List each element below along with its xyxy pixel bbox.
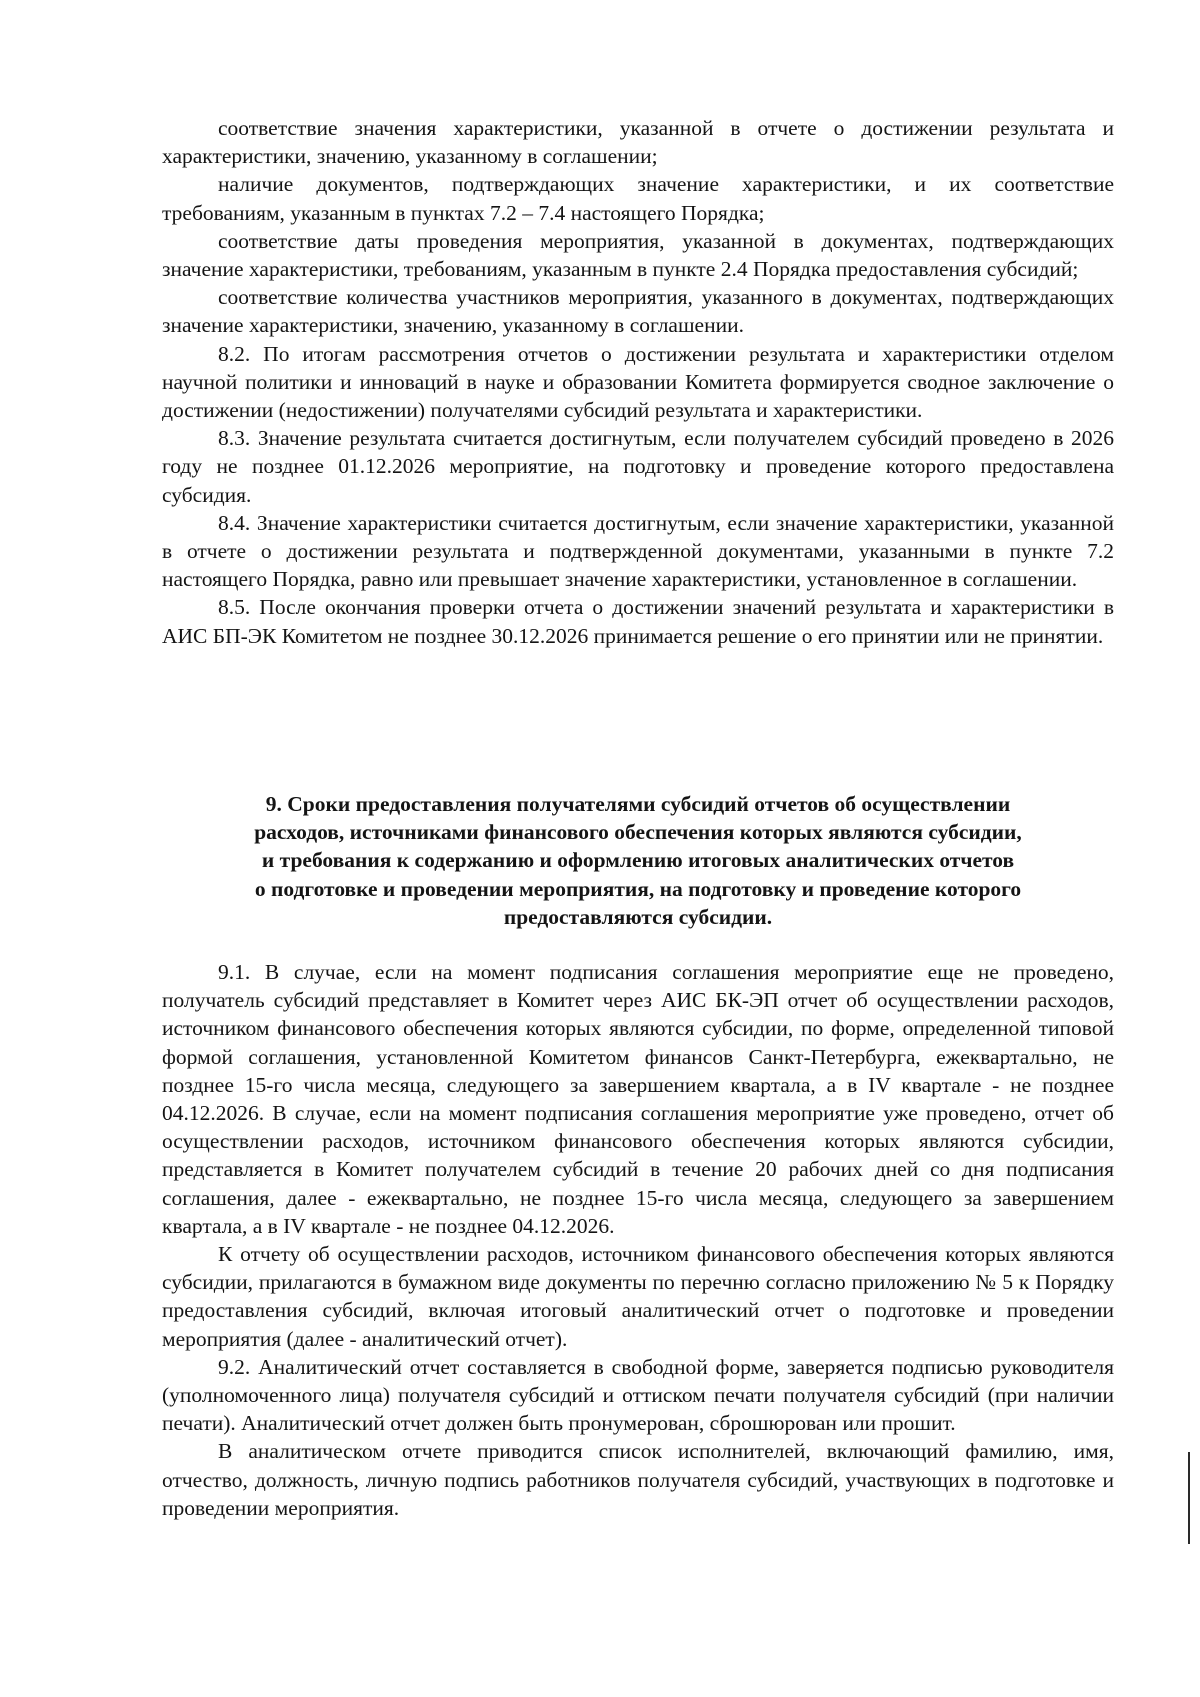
heading-line: и требования к содержанию и оформлению итоговых аналитических отчетов bbox=[261, 848, 1015, 873]
paragraph-8-3: 8.3. Значение результата считается достигнутым, если получателем субсидий проведено в 2026 году не позднее 01.12.2026 мероприятие, на подготовку и проведение которого предоставлена субсидия. bbox=[162, 426, 1114, 507]
section-8-text bbox=[162, 114, 1114, 650]
paragraph-8-5: 8.5. После окончания проверки отчета о достижении значений результата и характеристики в АИС БП-ЭК Комитетом не позднее 30.12.2026 принимается решение о его принятии или не принятии. bbox=[162, 595, 1114, 648]
paragraph-8-2: 8.2. По итогам рассмотрения отчетов о достижении результата и характеристики отделом научной политики и инноваций в науке и образовании Комитета формируется сводное заключение о достижении (недостижении) получателями субсидий результата и характеристики. bbox=[162, 341, 1114, 423]
paragraph-9-1: 9.1. В случае, если на момент подписания соглашения мероприятие еще не проведено, получатель субсидий представляет в Комитет через АИС БК-ЭП отчет об осуществлении расходов, источником финансового обеспечения которых являются субсидии, по форме, определенной типовой формой соглашения, установленной Комитетом финансов Санкт-Петербурга, ежеквартально, не позднее 15-го числа месяца, следующего за завершением квартала, а в IV квартале - не позднее 04.12.2026. В случае, если на момент подписания соглашения мероприятие уже проведено, отчет об осуществлении расходов, источником финансового обеспечения которых являются субсидии, представляется в Комитет получателем субсидий в течение 20 рабочих дней со дня подписания соглашения, далее - ежеквартально, не позднее 15-го числа месяца, следующего за завершением квартала, а в IV квартале - не позднее 04.12.2026. bbox=[162, 960, 1114, 1238]
paragraph-criterion-value: соответствие значения характеристики, указанной в отчете о достижении результата и характеристики, значению, указанному в соглашении; bbox=[162, 116, 1114, 169]
section-9-heading bbox=[162, 790, 1114, 931]
paragraph-criterion-participants: соответствие количества участников мероприятия, указанного в документах, подтверждающих значение характеристики, значению, указанному в соглашении. bbox=[162, 285, 1114, 338]
paragraph-executors-list: В аналитическом отчете приводится список исполнителей, включающий фамилию, имя, отчество, должность, личную подпись работников получателя субсидий, участвующих в подготовке и проведении мероприятия. bbox=[162, 1439, 1114, 1520]
heading-line: расходов, источниками финансового обеспечения которых являются субсидии, bbox=[254, 820, 1022, 845]
heading-line: о подготовке и проведении мероприятия, на подготовку и проведение которого bbox=[254, 876, 1022, 901]
paragraph-9-2: 9.2. Аналитический отчет составляется в свободной форме, заверяется подписью руководителя (уполномоченного лица) получателя субсидий и оттиском печати получателя субсидий (при наличии печати). Аналитический отчет должен быть пронумерован, сброшюрован или прошит. bbox=[162, 1354, 1114, 1436]
heading-line: 9. Сроки предоставления получателями субсидий отчетов об осуществлении bbox=[265, 792, 1011, 816]
paragraph-report-attachments: К отчету об осуществлении расходов, источником финансового обеспечения которых являются субсидии, прилагаются в бумажном виде документы по перечню согласно приложению № 5 к Порядку предоставления субсидий, включая итоговый аналитический отчет о подготовке и проведении мероприятия (далее - аналитический отчет). bbox=[162, 1242, 1114, 1351]
paragraph-8-4: 8.4. Значение характеристики считается достигнутым, если значение характеристики, указанной в отчете о достижении результата и подтвержденной документами, указанными в пункте 7.2 настоящего Порядка, равно или превышает значение характеристики, установленное в соглашении. bbox=[162, 510, 1114, 592]
paragraph-criterion-date: соответствие даты проведения мероприятия, указанной в документах, подтверждающих значение характеристики, требованиям, указанным в пункте 2.4 Порядка предоставления субсидий; bbox=[162, 228, 1114, 282]
paragraph-criterion-documents: наличие документов, подтверждающих значение характеристики, и их соответствие требованиям, указанным в пунктах 7.2 – 7.4 настоящего Порядка; bbox=[162, 172, 1114, 225]
section-9-text bbox=[162, 958, 1114, 1522]
heading-line: предоставляются субсидии. bbox=[503, 904, 773, 929]
scan-edge-mark bbox=[1188, 1452, 1190, 1544]
